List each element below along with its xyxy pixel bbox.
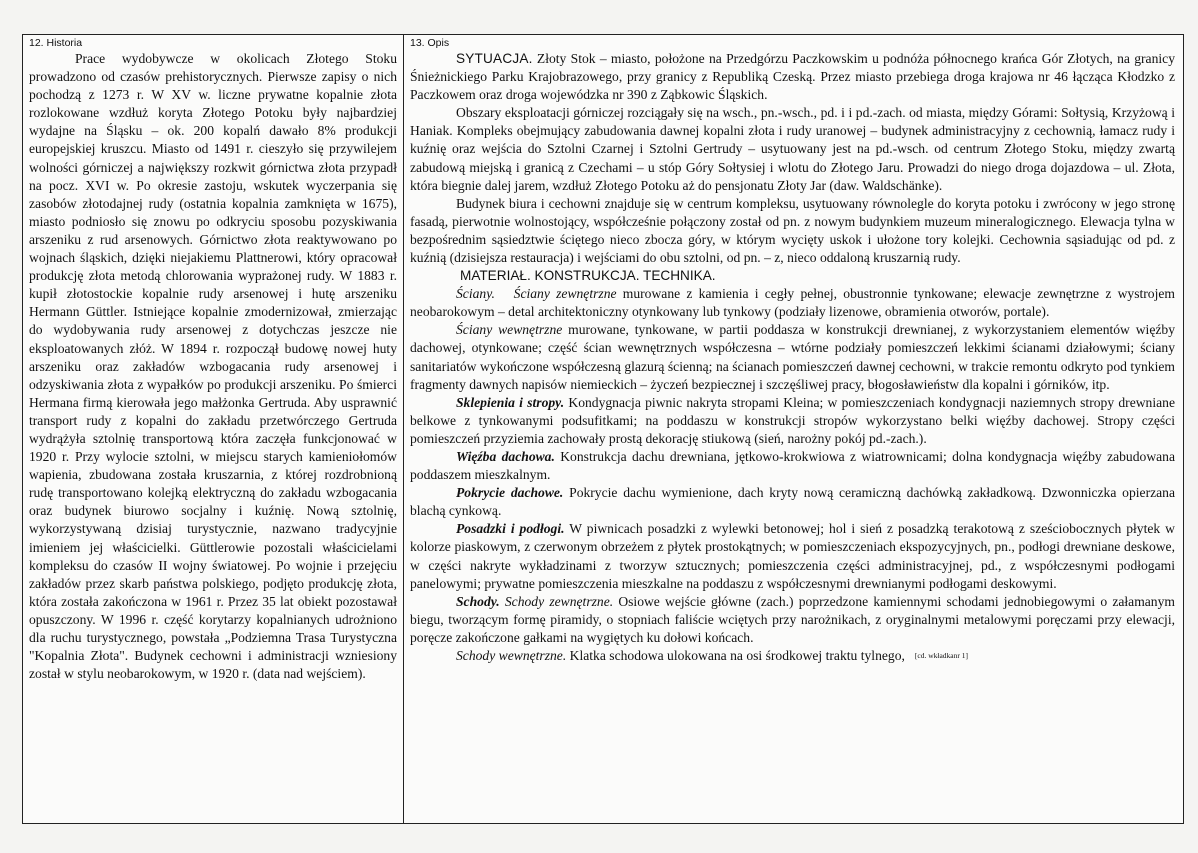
sciany-paragraph-1 bbox=[410, 285, 1175, 321]
historia-column bbox=[23, 35, 404, 823]
posadzki-heading: Posadzki i podłogi. bbox=[456, 521, 565, 537]
historia-text: Prace wydobywcze w okolicach Złotego Stoku prowadzono od czasów prehistorycznych. Pierwsze zapisy o nich pochodzą z 1273 r. W XV w. liczne prywatne kopalnie złota rozlokowane wzdłuż koryta Złotego Potoku były najbardziej wydajne na Śląsku – ok. 200 kopalń dawało 8% produkcji europejskiej kruszcu. Miasto od 1491 r. cieszyło się przywilejem wolności górniczej a największy rozkwit górnictwa złota przypadł na pocz. XVI w. Po okresie zastoju, wskutek wyczerpania się zasobów złotodajnej rudy (ostatnia kopalnia zamknięta w 1675), miasto podniosło się znowu po odkryciu sposobu pozyskiwania arszeniku z rud arsenowych. Górnictwo złota reaktywowano po wojnach śląskich, dzięki niejakiemu Plattnerowi, który opracował produkcję złota metodą chlorowania wyprażonej rudy. W 1883 r. kupił złotostockie kopalnie rudy arsenowej i hutę arszeniku Hermann Güttler. Istniejące kopalnie zmodernizował, zmierzając do wydobywania rudy arsenowej z dotychczas jeszcze nie eksploatowanych złóż. W 1894 r. rozpoczął budowę nowej huty arszeniku oraz zakładów wzbogacania rudy arsenowej i odzyskiwania złota z wypałków po produkcji arszeniku. Po śmierci Hermana firmą kierowała jego małżonka Gertruda. Aby usprawnić transport rudy z kopalni do zakładu przetwórczego Gertruda wydrążyła sztolnię transportową która zaczęła funkcjonować w 1920 r. Przy wylocie sztolni, w miejscu starych kamieniołomów wapienia, zbudowana została kruszarnia, z której rozdrobnioną rudę transportowano kolejką elektryczną do zakładu wzbogacania oraz budynek biurowo socjalny i kuźnię. Nową sztolnię, wykorzystywaną dzisiaj turystycznie, nazwano tradycyjnie imieniem jej właścicielki. Güttlerowie pozostali właścicielami kompleksu do czasów II wojny światowej. Po wojnie i przejęciu zakładów przez skarb państwa polskiego, podjęto produkcję złota, która została zakończona w 1961 r. Przez 35 lat obiekt pozostawał opuszczony. W 1996 r. część korytarzy kopalnianych udrożniono dla ruchu turystycznego, powstała „Podziemna Trasa Turystyczna "Kopalnia Złota". Budynek cechowni i administracji wzniesiony został w stylu neobarokowym, w 1920 r. (data nad wejściem). bbox=[29, 51, 397, 682]
wiezba-paragraph bbox=[410, 448, 1175, 484]
continuation-note: [cd. wkładkanr 1] bbox=[914, 651, 968, 660]
opis-column bbox=[404, 35, 1183, 823]
pokrycie-heading: Pokrycie dachowe. bbox=[456, 485, 564, 501]
sytuacja-paragraph-1 bbox=[410, 50, 1175, 104]
schody-zewnetrzne-text: Osiowe wejście główne (zach.) poprzedzone kamiennymi schodami jednobiegowymi o załamanym biegu, tworzącym formę piramidy, o stopniach faliście wciętych przy narożnikach, z oryginalnymi metalowymi poręczami przy elewacji, poręcze zakończone gałkami na wygiętych ku dołowi końcach. bbox=[410, 593, 1175, 645]
sciany-wewnetrzne-text: murowane, tynkowane, w partii poddasza w konstrukcji drewnianej, z wykorzystaniem elementów więźby dachowej, otynkowane; część ścian wewnętrznych współczesna – wtórne podziały pomieszczeń lekkimi ścianami działowymi; ściany sanitariatów wykończone współczesną glazurą ścienną; na ścianach pomieszczeń dawnej cechowni, w trakcie remontu odkryto pod tynkiem fragmenty dawnych napisów niemieckich – życzeń bezpiecznej i szczęśliwej pracy, błogosławieństw dla kopalni i górników, itp. bbox=[410, 322, 1175, 392]
sciany-wewnetrzne-subheading: Ściany wewnętrzne bbox=[456, 322, 563, 338]
sytuacja-text-1: Złoty Stok – miasto, położone na Przedgórzu Paczkowskim u podnóża północnego krańca Gór Złotych, na granicy Śnieżnickiego Parku Krajobrazowego, przy granicy z Republiką Czeską. Przez miasto przebiega droga krajowa nr 46 łącząca Kłodzko z Paczkowem oraz droga wojewódzka nr 390 z Ząbkowic Śląskich. bbox=[410, 51, 1175, 103]
sklepienia-text: Kondygnacja piwnic nakryta stropami Kleina; w pomieszczeniach kondygnacji naziemnych stropy drewniane belkowe z tynkowanymi podsufitkami; na poddaszu w konstrukcji stropów wykorzystano belki więźby dachowej. Stropy części pomieszczeń przyziemia zachowały prostą dekorację stiukową (sień, narożny pokój pd.-zach.). bbox=[410, 394, 1175, 446]
sciany-paragraph-2 bbox=[410, 321, 1175, 393]
schody-zewnetrzne-subheading: Schody zewnętrzne. bbox=[504, 593, 614, 609]
schody-wewnetrzne-text: Klatka schodowa ulokowana na osi środkowej traktu tylnego, bbox=[566, 648, 905, 663]
sciany-heading: Ściany. bbox=[456, 286, 495, 302]
record-card bbox=[22, 34, 1184, 824]
sklepienia-paragraph bbox=[410, 394, 1175, 448]
sciany-zewnetrzne-subheading: Ściany zewnętrzne bbox=[513, 286, 617, 302]
pokrycie-paragraph bbox=[410, 484, 1175, 520]
sytuacja-paragraph-3: Budynek biura i cechowni znajduje się w centrum kompleksu, usytuowany równolegle do koryta potoku i zwrócony w jego stronę fasadą, pierwotnie wolnostojący, współcześnie połączony został od pn. z nowym budynkiem muzeum mineralogicznego. Elewacja tylna w bezpośrednim sąsiedztwie ściętego nieco zbocza góry, w którym wycięty uskok i ułożone tory kolejki. Cechownia sąsiadując od pd. z kuźnią (dzisiejsza restauracja) i wejściami do obu sztolni, od pn. – z, nieco oddaloną kruszarnią rudy. bbox=[410, 195, 1175, 266]
posadzki-paragraph bbox=[410, 520, 1175, 592]
schody-paragraph-1 bbox=[410, 593, 1175, 647]
historia-label: 12. Historia bbox=[29, 37, 83, 49]
schody-heading: Schody. bbox=[456, 593, 500, 609]
wiezba-heading: Więźba dachowa. bbox=[456, 448, 555, 464]
posadzki-text: W piwnicach posadzki z wylewki betonowej; hol i sień z posadzką terakotową z sześciobocznych płytek w kolorze piaskowym, z czerwonym obrzeżem z płytek prostokątnych; w pomieszczeniach ekspozycyjnych, pn., podłogi drewniane deskowe, w części nakryte wykładzinami z tworzyw sztucznych; pomieszczenia części administracyjnej, pd., z współczesnymi podłogami panelowymi; prywatne pomieszczenia mieszkalne na poddaszu z współczesnymi drewnianymi podłogami deskowymi. bbox=[410, 521, 1175, 591]
sciany-zewnetrzne-text: murowane z kamienia i cegły pełnej, obustronnie tynkowane; elewacje zewnętrzne z wystrojem neobarokowym – detal architektoniczny otynkowany lub tynkowy (podziały lizenowe, obramienia otworów, portale). bbox=[410, 286, 1175, 320]
schody-paragraph-2 bbox=[410, 647, 1175, 665]
pokrycie-text: Pokrycie dachu wymienione, dach kryty nową ceramiczną dachówką zakładkową. Dzwonniczka opierzana blachą cynkową. bbox=[410, 485, 1175, 519]
opis-label: 13. Opis bbox=[410, 37, 450, 49]
sklepienia-heading: Sklepienia i stropy. bbox=[456, 394, 565, 410]
sytuacja-title: SYTUACJA. bbox=[456, 51, 533, 66]
wiezba-text: Konstrukcja dachu drewniana, jętkowo-krokwiowa z wiatrownicami; dolna kondygnacja więźby zabudowana poddaszem mieszkalnym. bbox=[410, 448, 1176, 483]
material-title: MATERIAŁ. KONSTRUKCJA. TECHNIKA. bbox=[460, 268, 716, 284]
schody-wewnetrzne-subheading: Schody wewnętrzne. bbox=[456, 648, 567, 663]
sytuacja-paragraph-2: Obszary eksploatacji górniczej rozciągały się na wsch., pn.-wsch., pd. i i pd.-zach. od miasta, między Górami: Sołtysią, Krzyżową i Haniak. Kompleks obejmujący zabudowania dawnej kopalni złota i rudy uranowej – budynek administracyjny z cechownią, łamacz rudy i kuźnię oraz wejścia do Sztolni Czarnej i Sztolni Gertrudy – usytuowany jest na pd.-wsch. od centrum Złotego Stoku, między zwartą zabudową miejską i granicą z Czechami – u stóp Góry Sołtysiej i wlotu do Złotego Jaru. Prowadzi do niego droga dojazdowa – ul. Złota, która biegnie dalej jarem, wzdłuż Złotego Potoku aż do pensjonatu Złoty Jar (daw. Waldschänke). bbox=[410, 105, 1175, 193]
